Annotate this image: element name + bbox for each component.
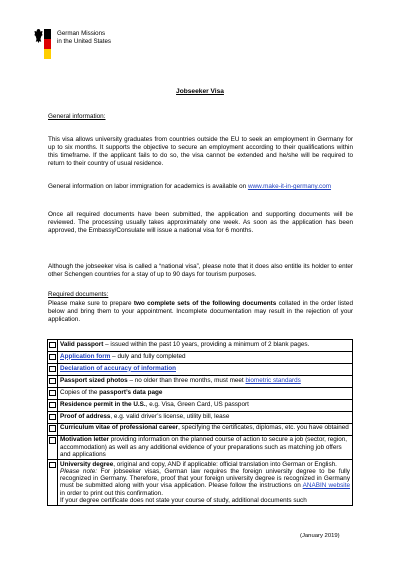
general-paragraph-2: [48, 183, 353, 191]
german-missions-logo: [34, 28, 124, 50]
document-name: Proof of address: [60, 412, 111, 420]
checkbox[interactable]: [49, 390, 56, 397]
document-cell: [58, 375, 353, 387]
checkbox-cell[interactable]: [48, 459, 58, 505]
general-paragraph-1: This visa allows university graduates from countries outside the EU to seek an employment in Germany for up to six months. It supports the objective to secure an employment according to their qualifications within this timeframe. If the applicant fails to do so, the visa cannot be extended and he/she will be required to return to their country of usual residence.: [48, 136, 353, 168]
table-row: [48, 363, 353, 375]
table-row: [48, 423, 353, 435]
page-title: Jobseeker Visa: [176, 88, 224, 95]
checkbox[interactable]: [49, 462, 56, 469]
table-row: [48, 375, 353, 387]
note-text-c: If your degree certificate does not state your course of study, additional documents such: [60, 497, 307, 505]
checkbox[interactable]: [49, 437, 56, 444]
declaration-of-accuracy-link[interactable]: Declaration of accuracy of information: [60, 364, 176, 372]
document-cell: [58, 340, 353, 352]
document-prefix: Copies of the: [60, 388, 100, 396]
document-cell: [58, 459, 353, 505]
anabin-website-link[interactable]: ANABIN website: [302, 482, 351, 490]
document-detail: , e.g. valid driver’s license, utility bill, lease: [110, 412, 230, 420]
checkbox-cell[interactable]: [48, 411, 58, 423]
checkbox-cell[interactable]: [48, 351, 58, 363]
document-name: Valid passport: [60, 340, 104, 348]
application-form-link[interactable]: Application form: [60, 352, 111, 360]
document-detail: – no older than three months, must meet: [127, 376, 246, 384]
checkbox-cell[interactable]: [48, 399, 58, 411]
checkbox[interactable]: [49, 366, 56, 373]
checkbox[interactable]: [49, 378, 56, 385]
table-row: [48, 435, 353, 459]
general-paragraph-4: Although the jobseeker visa is called a “national visa”, please note that it does also entitle its holder to enter other Schengen countries for a stay of up to 90 days for tourism purposes.: [48, 263, 353, 279]
document-date: (January 2019): [300, 533, 340, 539]
document-cell: [58, 435, 353, 459]
table-row: [48, 399, 353, 411]
document-cell: [58, 423, 353, 435]
table-row: [48, 459, 353, 505]
document-detail: , specifying the certificates, diplomas, etc. you have obtained: [178, 424, 349, 432]
federal-eagle-icon: [34, 28, 43, 44]
checkbox-cell[interactable]: [48, 387, 58, 399]
document-name: Residence permit in the U.S.: [60, 400, 146, 408]
checkbox-cell[interactable]: [48, 340, 58, 352]
table-row: [48, 411, 353, 423]
table-row: [48, 351, 353, 363]
note-label: Please note:: [60, 467, 98, 475]
checkbox[interactable]: [49, 402, 56, 409]
make-it-in-germany-link[interactable]: www.make-it-in-germany.com: [247, 183, 332, 190]
document-detail: , original and copy, AND if applicable: official translation into German or English.: [113, 460, 337, 468]
document-cell: [58, 411, 353, 423]
required-documents-intro: [48, 300, 353, 324]
intro-text-bold: two complete sets of the following documents: [133, 300, 277, 307]
document-cell: [58, 363, 353, 375]
document-name: University degree: [60, 460, 114, 468]
checkbox[interactable]: [49, 414, 56, 421]
labor-info-text: General information on labor immigration for academics is available on: [48, 183, 248, 190]
table-row: [48, 340, 353, 352]
checkbox[interactable]: [49, 342, 56, 349]
document-name: Motivation letter: [60, 436, 109, 444]
required-documents-table: [47, 339, 353, 506]
checkbox-cell[interactable]: [48, 375, 58, 387]
biometric-standards-link[interactable]: biometric standards: [245, 376, 301, 384]
document-name: passport’s data page: [99, 388, 163, 396]
document-detail: – duly and fully completed: [110, 352, 186, 360]
document-detail: – issued within the past 10 years, providing a minimum of 2 blank pages.: [103, 340, 310, 348]
checkbox-cell[interactable]: [48, 423, 58, 435]
table-row: [48, 387, 353, 399]
general-paragraph-3: Once all required documents have been submitted, the application and supporting documents will be reviewed. The processing usually takes approximately one week. As soon as the application has been approved, the Embassy/Consulate will issue a national visa for 6 months.: [48, 211, 353, 235]
german-flag-bar: [44, 29, 51, 59]
note-text-a: For jobseeker visas, German law requires the foreign university degree to be fully recognized in Germany. Therefore, proof that your foreign university degree is recognized in Germany must be submitted along with your visa application. Please follow the instructions on: [60, 467, 350, 490]
document-detail: providing information on the planned course of action to secure a job (sector, region, accommodation) as well as any additional evidence of your preparations such as matching job offers and applications: [60, 436, 348, 459]
checkbox-cell[interactable]: [48, 363, 58, 375]
intro-text-a: Please make sure to prepare: [48, 300, 134, 307]
required-documents-heading: Required documents:: [48, 291, 109, 298]
checkbox[interactable]: [49, 354, 56, 361]
document-name: Passport sized photos: [60, 376, 128, 384]
note-text-b: in order to print out this confirmation.: [60, 489, 163, 497]
document-cell: [58, 351, 353, 363]
document-cell: [58, 387, 353, 399]
organization-name: [57, 30, 111, 45]
document-cell: [58, 399, 353, 411]
general-information-heading: General information:: [48, 113, 106, 120]
org-line-1: German Missions: [57, 30, 106, 37]
org-line-2: in the United States: [57, 37, 112, 45]
document-detail: , e.g. Visa, Green Card, US passport: [145, 400, 249, 408]
document-name: Curriculum vitae of professional career: [60, 424, 179, 432]
checkbox[interactable]: [49, 425, 56, 432]
checkbox-cell[interactable]: [48, 435, 58, 459]
intro-text-b: collated in the order listed below and bring them to your appointment. Incomplete documentation may result in the rejection of your application.: [48, 300, 353, 324]
